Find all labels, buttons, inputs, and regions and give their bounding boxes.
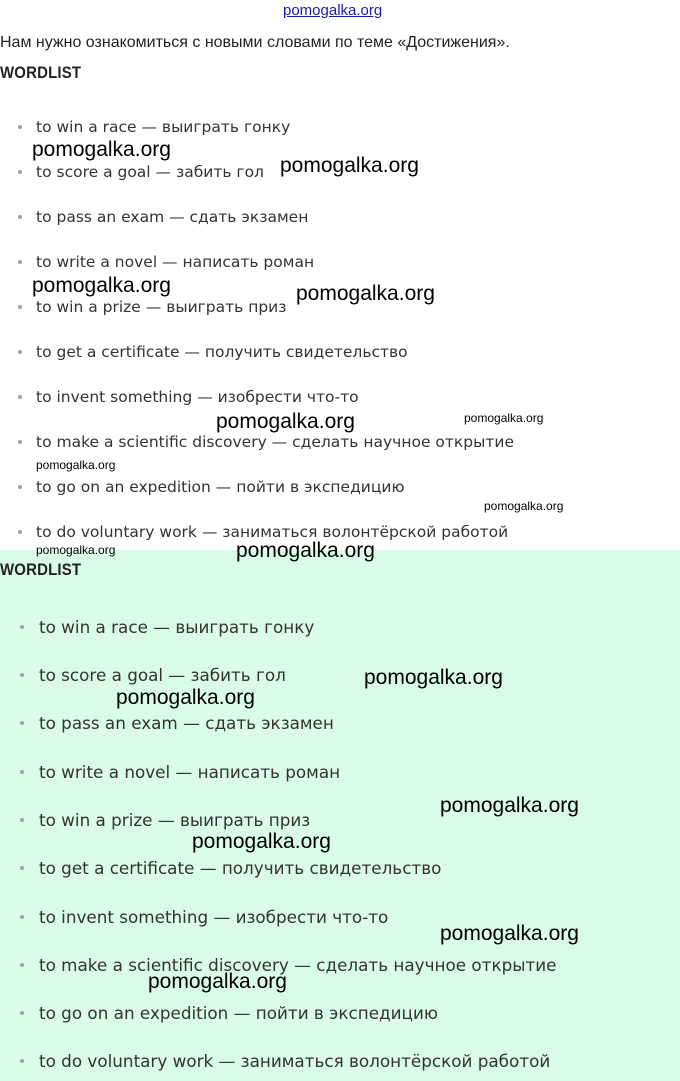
watermark: pomogalka.org: [364, 666, 503, 689]
list-item: to do voluntary work — заниматься волонтёрской работой: [0, 523, 508, 541]
list-item: to make a scientific discovery — сделать научное открытие: [0, 433, 514, 451]
watermark: pomogalka.org: [440, 794, 579, 817]
watermark: pomogalka.org: [280, 154, 419, 177]
list-item: to get a certificate — получить свидетельство: [0, 343, 408, 361]
list-item: to win a race — выиграть гонку: [0, 617, 314, 637]
list-item: to go on an expedition — пойти в экспедицию: [0, 1003, 438, 1023]
intro-text: Нам нужно ознакомиться с новыми словами по теме «Достижения».: [0, 34, 510, 51]
list-item: to write a novel — написать роман: [0, 762, 340, 782]
list-item: to win a prize — выиграть приз: [0, 298, 287, 316]
list-item: to do voluntary work — заниматься волонтёрской работой: [0, 1051, 550, 1071]
watermark: pomogalka.org: [440, 922, 579, 945]
site-link[interactable]: pomogalka.org: [283, 2, 383, 19]
list-item: to get a certificate — получить свидетельство: [0, 858, 441, 878]
list-item: to score a goal — забить гол: [0, 665, 286, 685]
list-item: to win a race — выиграть гонку: [0, 118, 290, 136]
watermark: pomogalka.org: [116, 686, 255, 709]
list-item: to win a prize — выиграть приз: [0, 810, 310, 830]
watermark: pomogalka.org: [464, 411, 544, 425]
list-item: to pass an exam — сдать экзамен: [0, 713, 334, 733]
watermark: pomogalka.org: [36, 543, 116, 557]
watermark: pomogalka.org: [148, 970, 287, 993]
watermark: pomogalka.org: [32, 274, 171, 297]
watermark: pomogalka.org: [236, 539, 375, 562]
watermark: pomogalka.org: [484, 499, 564, 513]
watermark: pomogalka.org: [296, 282, 435, 305]
watermark: pomogalka.org: [192, 830, 331, 853]
watermark: pomogalka.org: [216, 410, 355, 433]
wordlist-title: WORDLIST: [0, 63, 82, 82]
list-item: to score a goal — забить гол: [0, 163, 264, 181]
watermark: pomogalka.org: [36, 458, 116, 472]
watermark: pomogalka.org: [32, 138, 171, 161]
list-item: to pass an exam — сдать экзамен: [0, 208, 308, 226]
wordlist-title: WORDLIST: [0, 560, 82, 579]
list-item: to invent something — изобрести что-то: [0, 907, 388, 927]
list-item: to write a novel — написать роман: [0, 253, 314, 271]
list-item: to go on an expedition — пойти в экспедицию: [0, 478, 405, 496]
list-item: to invent something — изобрести что-то: [0, 388, 359, 406]
list-item: to make a scientific discovery — сделать научное открытие: [0, 955, 557, 975]
